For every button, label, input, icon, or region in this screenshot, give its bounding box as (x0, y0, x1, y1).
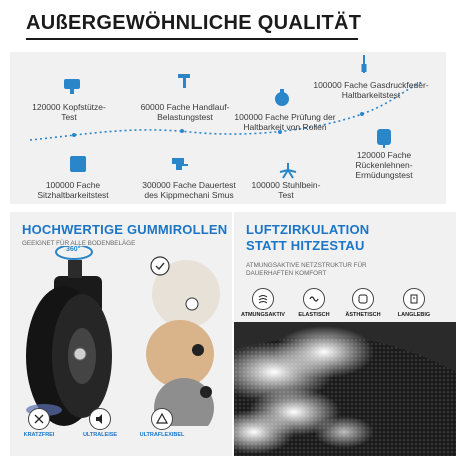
headrest-icon (62, 76, 82, 96)
flexible-icon (151, 408, 173, 430)
feature-label: ELASTISCH (298, 312, 330, 318)
timeline-item-text: Belastungstest (157, 112, 213, 122)
mesh-subtitle-line2: DAUERHAFTEN KOMFORT (246, 270, 327, 277)
timeline-item-text: Ermüdungstest (355, 170, 413, 180)
timeline-item-backrest (344, 150, 424, 180)
feature-ultraleise (80, 408, 120, 438)
feature-atmungsaktiv (240, 288, 286, 318)
caster-illustration (10, 246, 232, 426)
silent-icon (89, 408, 111, 430)
title-underline (26, 38, 358, 40)
timeline-item-text: 300000 Fache Dauertest (142, 180, 236, 190)
feature-label: LANGLEBIG (397, 312, 431, 318)
timeline-item-text: 120000 Fache (356, 150, 412, 160)
seat-icon (68, 154, 88, 174)
backrest-icon (374, 128, 394, 148)
feature-aesthetisch (340, 288, 386, 318)
casters-panel (10, 212, 232, 456)
timeline-item-text: Haltbarkeitstest (341, 90, 401, 100)
mesh-title-line1: LUFTZIRKULATION (246, 222, 370, 237)
timeline-item-text: 100000 Fache Prüfung der (234, 112, 336, 122)
timeline-item-seat (32, 180, 114, 200)
timeline-item-text: 100000 Fache (45, 180, 101, 190)
mesh-steam-illustration (234, 322, 456, 456)
timeline-item-text: Rückenlehnen- (355, 160, 413, 170)
feature-label: ULTRALEISE (82, 432, 118, 438)
chair-base-icon (278, 160, 298, 180)
timeline-item-text: Test (278, 190, 294, 200)
rotation-badge: 360° (66, 246, 81, 253)
elastic-icon (303, 288, 325, 310)
feature-langlebig (392, 288, 436, 318)
timeline-item-tilt (140, 180, 238, 200)
casters-subtitle: GEEIGNET FÜR ALLE BODENBELÄGE (22, 240, 136, 247)
timeline-item-text: 120000 Kopfstütze- (32, 102, 106, 112)
feature-label: KRATZFREI (23, 432, 55, 438)
casters-title: HOCHWERTIGE GUMMIROLLEN (22, 222, 228, 237)
timeline-item-base (246, 180, 326, 200)
timeline-item-text: Haltbarkeit von Rollen (243, 122, 327, 132)
armrest-icon (175, 70, 195, 90)
mesh-subtitle-line1: ATMUNGSAKTIVE NETZSTRUKTUR FÜR (246, 262, 367, 269)
timeline-item-casters (230, 112, 340, 132)
page-title: AUßERGEWÖHNLICHE QUALITÄT (26, 12, 362, 34)
timeline-item-text: Sitzhaltbarkeitstest (37, 190, 109, 200)
feature-label: ULTRAFLEXIBEL (139, 432, 185, 438)
feature-ultraflexibel (138, 408, 186, 438)
timeline-item-text: 100000 Fache Gasdruckfeder- (313, 80, 429, 90)
feature-label: ATMUNGSAKTIV (241, 312, 285, 318)
durability-timeline (10, 52, 446, 204)
feature-label: ÄSTHETISCH (345, 312, 381, 318)
timeline-item-text: 60000 Fache Handlauf- (140, 102, 230, 112)
mesh-panel (234, 212, 456, 456)
mesh-title-line2: STATT HITZESTAU (246, 238, 365, 253)
casters-icon (272, 88, 292, 108)
timeline-item-text: des Kippmechani Smus (144, 190, 234, 200)
no-scratch-icon (28, 408, 50, 430)
timeline-item-headrest (32, 102, 106, 122)
tilt-mechanism-icon (170, 152, 190, 172)
header (0, 0, 456, 48)
timeline-item-text: Test (61, 112, 77, 122)
feature-elastisch (294, 288, 334, 318)
durable-icon (403, 288, 425, 310)
timeline-item-armrest (136, 102, 234, 122)
breathable-icon (252, 288, 274, 310)
timeline-item-gas-spring (306, 80, 436, 100)
aesthetic-icon (352, 288, 374, 310)
timeline-item-text: 100000 Stuhlbein- (251, 180, 321, 190)
gas-spring-icon (354, 54, 374, 74)
feature-kratzfrei (22, 408, 56, 438)
